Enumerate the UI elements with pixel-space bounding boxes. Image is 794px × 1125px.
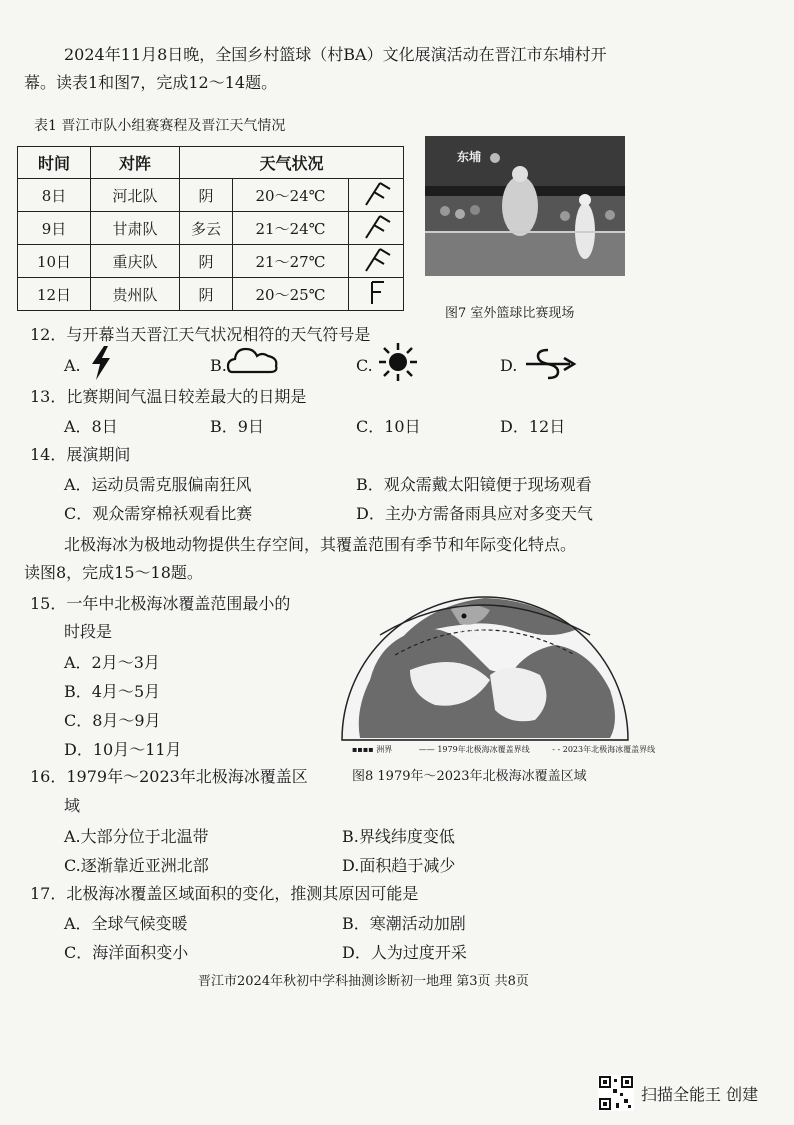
q17-option-b: B．寒潮活动加剧: [342, 914, 466, 933]
wind-symbol: [349, 245, 404, 278]
q15-option-b: B．4月～5月: [64, 682, 161, 701]
sun-icon: [378, 342, 418, 382]
q15-stem-1: 15．一年中北极海冰覆盖范围最小的: [30, 594, 291, 613]
intro2-line-2: 读图8，完成15～18题。: [24, 563, 203, 582]
cell-weather: 阴: [180, 278, 233, 311]
cell-temp: 21～24℃: [233, 212, 349, 245]
cell-weather: 多云: [180, 212, 233, 245]
q16-option-b: B.界线纬度变低: [342, 827, 455, 846]
table-row: [18, 278, 404, 311]
q17-option-c: C．海洋面积变小: [64, 943, 189, 962]
q16-stem-1: 16．1979年～2023年北极海冰覆盖区: [30, 767, 308, 786]
q16-option-d: D.面积趋于减少: [342, 856, 456, 875]
wind-barb-icon: [356, 278, 396, 306]
lightning-icon: [86, 344, 116, 382]
wind-symbol: [349, 278, 404, 311]
arctic-sea-ice-map: [340, 580, 630, 755]
q14-option-c: C．观众需穿棉袄观看比赛: [64, 504, 253, 523]
legend-2023-label: 2023年北极海冰覆盖界线: [562, 745, 656, 754]
q15-option-c: C．8月～9月: [64, 711, 161, 730]
q13-option-c: C．10日: [356, 417, 421, 436]
q14-option-a: A．运动员需克服偏南狂风: [64, 475, 252, 494]
scanner-watermark: 扫描全能王 创建: [641, 1085, 759, 1104]
wind-symbol: [349, 179, 404, 212]
cell-team: 贵州队: [91, 278, 180, 311]
map-legend: [352, 744, 655, 755]
cell-date: 12日: [18, 278, 91, 311]
q15-option-d: D．10月～11月: [64, 740, 182, 759]
sandstorm-icon: [522, 346, 578, 382]
q16-option-c: C.逐渐靠近亚洲北部: [64, 856, 209, 875]
wind-barb-icon: [356, 245, 396, 273]
q13-option-d: D．12日: [500, 417, 566, 436]
cell-date: 8日: [18, 179, 91, 212]
wind-barb-icon: [356, 212, 396, 240]
qr-code-icon: [598, 1075, 634, 1111]
q15-stem-2: 时段是: [64, 622, 113, 641]
north-pole-label: 北极点: [458, 630, 488, 641]
legend-1979-label: 1979年北极海冰覆盖界线: [437, 745, 530, 754]
cell-temp: 20～24℃: [233, 179, 349, 212]
table-row: [18, 212, 404, 245]
legend-2023-swatch: - -: [552, 745, 563, 754]
q17-option-d: D．人为过度开采: [342, 943, 467, 962]
cell-date: 9日: [18, 212, 91, 245]
wind-symbol: [349, 212, 404, 245]
schedule-table: [17, 146, 404, 311]
cell-temp: 20～25℃: [233, 278, 349, 311]
table-header-row: [18, 147, 404, 179]
cell-weather: 阴: [180, 245, 233, 278]
header-weather: 天气状况: [180, 147, 404, 179]
basketball-scene-image: [425, 136, 625, 276]
q16-stem-2: 域: [64, 796, 81, 815]
intro2-line-1: 北极海冰为极地动物提供生存空间，其覆盖范围有季节和年际变化特点。: [64, 535, 577, 554]
cell-team: 甘肃队: [91, 212, 180, 245]
wind-barb-icon: [356, 179, 396, 207]
legend-1979-swatch: ——: [418, 745, 438, 754]
q12-option-a-label: A.: [64, 356, 81, 375]
cell-date: 10日: [18, 245, 91, 278]
intro-line-2: 幕。读表1和图7，完成12～14题。: [24, 73, 278, 92]
q16-option-a: A.大部分位于北温带: [64, 827, 209, 846]
intro-line-1: 2024年11月8日晚，全国乡村篮球（村BA）文化展演活动在晋江市东埔村开: [64, 45, 607, 64]
q13-option-a: A．8日: [64, 417, 118, 436]
q13-stem: 13．比赛期间气温日较差最大的日期是: [30, 387, 307, 406]
q14-option-d: D．主办方需备雨具应对多变天气: [356, 504, 593, 523]
cell-temp: 21～27℃: [233, 245, 349, 278]
q14-option-b: B．观众需戴太阳镜便于现场观看: [356, 475, 592, 494]
q12-option-b-label: B.: [210, 356, 227, 375]
basketball-photo: [425, 136, 625, 276]
q12-stem: 12．与开幕当天晋江天气状况相符的天气符号是: [30, 325, 371, 344]
cell-team: 重庆队: [91, 245, 180, 278]
table-row: [18, 245, 404, 278]
cloud-icon: [226, 344, 280, 376]
q13-option-b: B．9日: [210, 417, 264, 436]
legend-continent-label: 洲界: [376, 745, 393, 754]
header-match: 对阵: [91, 147, 180, 179]
q17-stem: 17．北极海冰覆盖区域面积的变化，推测其原因可能是: [30, 884, 419, 903]
header-time: 时间: [18, 147, 91, 179]
arena-sign: 东埔: [457, 150, 482, 164]
q14-stem: 14．展演期间: [30, 445, 131, 464]
figure8-caption: 图8 1979年～2023年北极海冰覆盖区域: [352, 769, 587, 784]
q17-option-a: A．全球气候变暖: [64, 914, 188, 933]
q12-option-c-label: C.: [356, 356, 373, 375]
table-row: [18, 179, 404, 212]
page-footer: 晋江市2024年秋初中学科抽测诊断初一地理 第3页 共8页: [198, 974, 529, 989]
legend-continent-swatch: ▪▪▪▪: [352, 745, 377, 754]
cell-weather: 阴: [180, 179, 233, 212]
q12-option-d-label: D.: [500, 356, 518, 375]
figure7-caption: 图7 室外篮球比赛现场: [445, 306, 575, 321]
table1-caption: 表1 晋江市队小组赛赛程及晋江天气情况: [34, 118, 286, 134]
cell-team: 河北队: [91, 179, 180, 212]
q15-option-a: A．2月～3月: [64, 653, 160, 672]
